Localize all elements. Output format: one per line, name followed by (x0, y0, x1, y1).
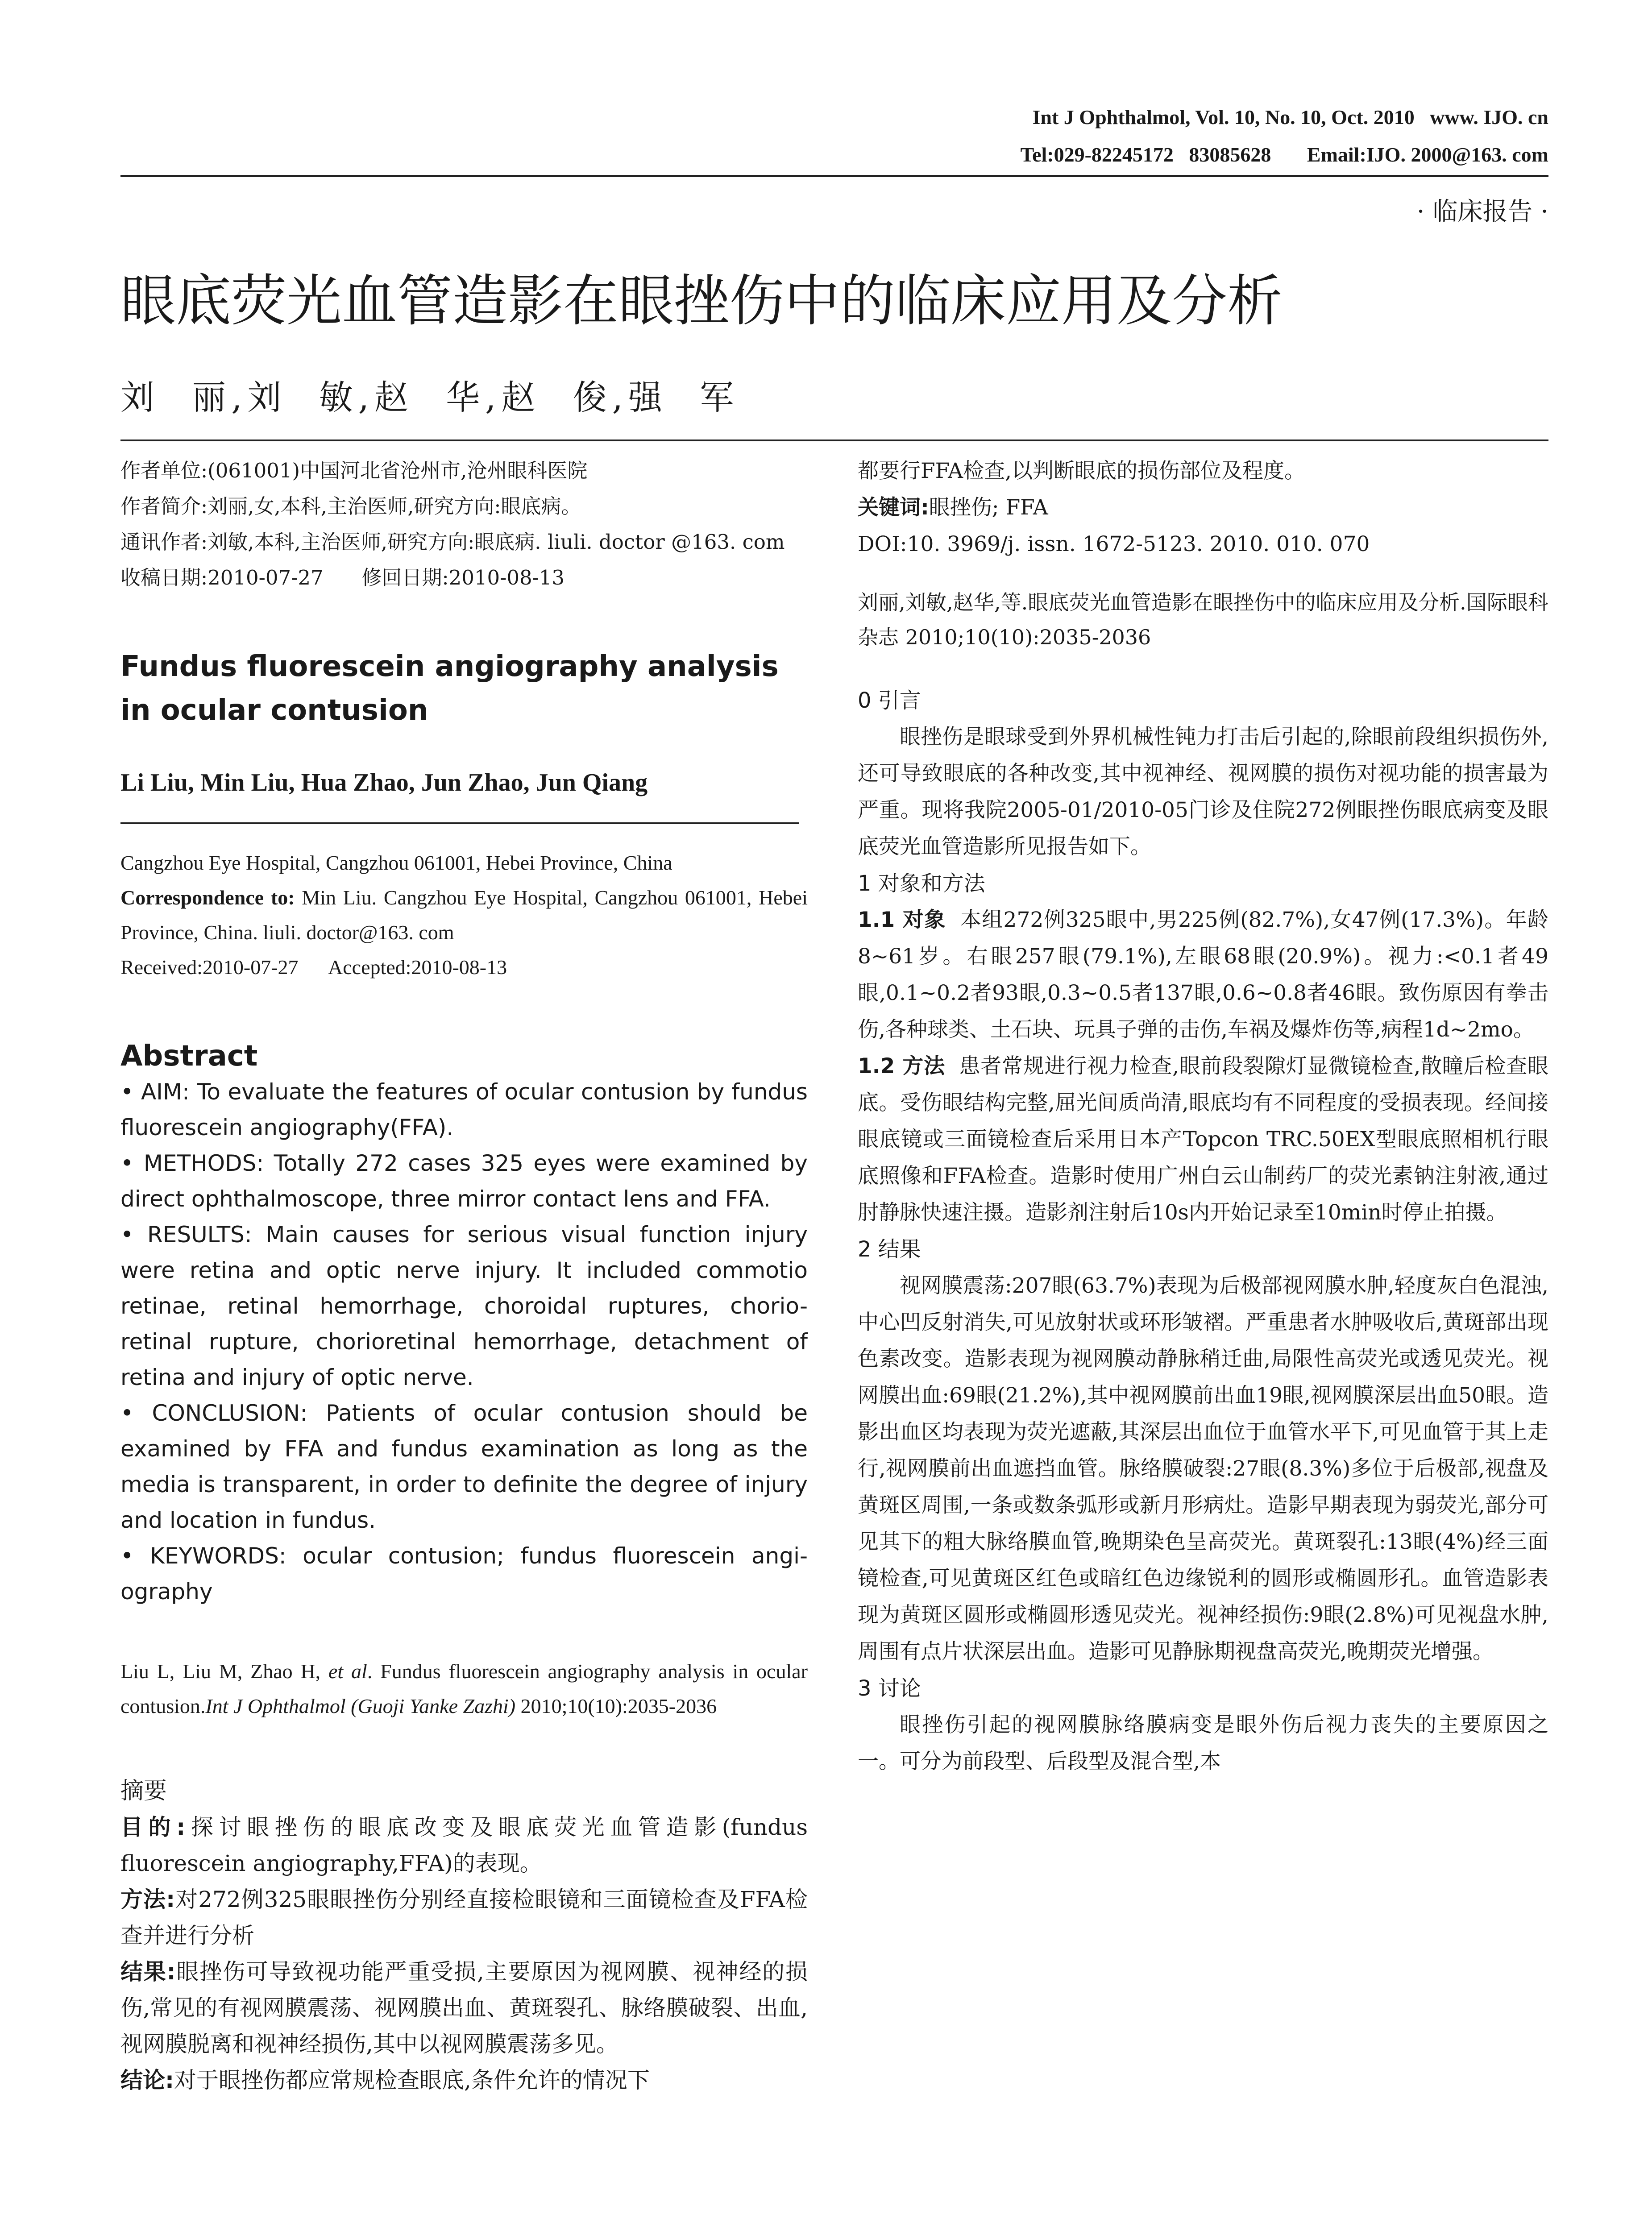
citation-en-journal: Int J Ophthalmol (Guoji Yanke Zazhi) (205, 1695, 516, 1717)
header-rule (120, 175, 1548, 177)
affil-en-dates: Received:2010-07-27 Accepted:2010-08-13 (120, 956, 507, 979)
affil-en-correspondence (120, 880, 808, 950)
citation-en-title: . Fundus fluorescein angiography analysis in ocular contusion. (120, 1660, 808, 1717)
title-rule (120, 440, 1548, 441)
right-column (858, 453, 1548, 1780)
section-2-heading: 2 结果 (858, 1237, 921, 1262)
abstract-conclusion: • CONCLUSION: Patients of ocular contusion should be examined by FFA and fundus examination as long as the media is transparent, in order to definite the degree of injury and location in fundus. (120, 1395, 808, 1538)
citation-en-authors: Liu L, Liu M, Zhao H, (120, 1660, 328, 1683)
abstract-cn-aim-text: 探讨眼挫伤的眼底改变及眼底荧光血管造影(fundus fluorescein angiography,FFA)的表现。 (120, 1814, 808, 1876)
abstract-results: • RESULTS: Main causes for serious visual function injury were retina and optic nerve injury. It included commotio retinae, retinal hemorrhage, choroidal ruptures, chorio-retinal rupture, chorioretinal hemorrhage, detachment of retina and injury of optic nerve. (120, 1217, 808, 1395)
affil-dates: 收稿日期:2010-07-27 修回日期:2010-08-13 (120, 566, 565, 589)
keywords-cn-label: 关键词: (858, 495, 929, 520)
affiliation-en (120, 846, 808, 985)
abstract-cn-conclusion-text: 对于眼挫伤都应常规检查眼底,条件允许的情况下 (174, 2067, 650, 2093)
authors-cn: 刘 丽,刘 敏,赵 华,赵 俊,强 军 (120, 377, 739, 417)
section-1-2 (858, 1048, 1548, 1231)
affil-correspondence: 通讯作者:刘敏,本科,主治医师,研究方向:眼底病. liuli. doctor @163. com (120, 530, 785, 554)
keywords-cn (858, 489, 1548, 526)
abstract-keywords: • KEYWORDS: ocular contusion; fundus fluorescein angi-ography (120, 1538, 808, 1609)
section-1-heading: 1 对象和方法 (858, 871, 985, 896)
section-1-1-label: 1.1 对象 (858, 908, 946, 932)
abstract-cn-heading: 摘要 (120, 1778, 167, 1804)
journal-header-line1: Int J Ophthalmol, Vol. 10, No. 10, Oct. 2010 www. IJO. cn (1032, 106, 1548, 129)
abstract-cn-methods-text: 对272例325眼眼挫伤分别经直接检眼镜和三面镜检查及FFA检查并进行分析 (120, 1887, 808, 1949)
authors-en: Li Liu, Min Liu, Hua Zhao, Jun Zhao, Jun Qiang (120, 769, 648, 796)
citation-cn: 刘丽,刘敏,赵华,等.眼底荧光血管造影在眼挫伤中的临床应用及分析.国际眼科杂志 2010;10(10):2035-2036 (858, 590, 1548, 649)
section-tag: · 临床报告 · (1416, 197, 1548, 226)
abstract-aim: • AIM: To evaluate the features of ocular contusion by fundus fluorescein angiography(FFA). (120, 1074, 808, 1145)
abstract-cn-conclusion-cont: 都要行FFA检查,以判断眼底的损伤部位及程度。 (858, 459, 1306, 483)
abstract-body (120, 1074, 808, 1609)
citation-en-etal: et al (328, 1660, 367, 1683)
abstract-cn-results-text: 眼挫伤可导致视功能严重受损,主要原因为视网膜、视神经的损伤,常见的有视网膜震荡、视网膜出血、黄斑裂孔、脉络膜破裂、出血,视网膜脱离和视神经损伤,其中以视网膜震荡多见。 (120, 1959, 808, 2057)
abstract-methods: • METHODS: Totally 272 cases 325 eyes were examined by direct ophthalmoscope, three mirror contact lens and FFA. (120, 1145, 808, 1217)
section-2-text: 视网膜震荡:207眼(63.7%)表现为后极部视网膜水肿,轻度灰白色混浊,中心凹反射消失,可见放射状或环形皱褶。严重患者水肿吸收后,黄斑部出现色素改变。造影表现为视网膜动静脉稍迁曲,局限性高荧光或透见荧光。视网膜出血:69眼(21.2%),其中视网膜前出血19眼,视网膜深层出血50眼。造影出血区均表现为荧光遮蔽,其深层出血位于血管水平下,可见血管于其上走行,视网膜前出血遮挡血管。脉络膜破裂:27眼(8.3%)多位于后极部,视盘及黄斑区周围,一条或数条弧形或新月形病灶。造影早期表现为弱荧光,部分可见其下的粗大脉络膜血管,晚期染色呈高荧光。黄斑裂孔:13眼(4%)经三面镜检查,可见黄斑区红色或暗红色边缘锐利的圆形或椭圆形孔。血管造影表现为黄斑区圆形或椭圆形透见荧光。视神经损伤:9眼(2.8%)可见视盘水肿,周围有点片状深层出血。造影可见静脉期视盘高荧光,晚期荧光增强。 (858, 1273, 1548, 1664)
section-3-heading: 3 讨论 (858, 1676, 921, 1701)
section-0-text: 眼挫伤是眼球受到外界机械性钝力打击后引起的,除眼前段组织损伤外,还可导致眼底的各种改变,其中视神经、视网膜的损伤对视功能的损害最为严重。现将我院2005-01/2010-05门诊及住院272例眼挫伤眼底病变及眼底荧光血管造影所见报告如下。 (858, 725, 1548, 859)
doi: DOI:10. 3969/j. issn. 1672-5123. 2010. 010. 070 (858, 532, 1370, 556)
left-column (120, 453, 808, 2098)
journal-header-line2: Tel:029-82245172 83085628 Email:IJO. 2000@163. com (1020, 143, 1548, 166)
affil-en-hospital: Cangzhou Eye Hospital, Cangzhou 061001, Hebei Province, China (120, 851, 672, 874)
corr-label: Correspondence to: (120, 886, 295, 909)
abstract-cn-aim-label: 目的: (120, 1814, 186, 1840)
section-3-text: 眼挫伤引起的视网膜脉络膜病变是眼外伤后视力丧失的主要原因之一。可分为前段型、后段型及混合型,本 (858, 1713, 1548, 1774)
title-en: Fundus fluorescein angiography analysis in ocular contusion (120, 650, 779, 727)
section-1-2-text: 患者常规进行视力检查,眼前段裂隙灯显微镜检查,散瞳后检查眼底。受伤眼结构完整,屈光间质尚清,眼底均有不同程度的受损表现。经间接眼底镜或三面镜检查后采用日本产Topcon TRC.50EX型眼底照相机行眼底照像和FFA检查。造影时使用广州白云山制药厂的荧光素钠注射液,通过肘静脉快速注摄。造影剂注射后10s内开始记录至10min时停止拍摄。 (858, 1054, 1548, 1225)
affil-bio: 作者简介:刘丽,女,本科,主治医师,研究方向:眼底病。 (120, 494, 581, 518)
section-1-1-text: 本组272例325眼中,男225例(82.7%),女47例(17.3%)。年龄8~61岁。右眼257眼(79.1%),左眼68眼(20.9%)。视力:<0.1者49眼,0.1~0.2者93眼,0.3~0.5者137眼,0.6~0.8者46眼。致伤原因有拳击伤,各种球类、土石块、玩具子弹的击伤,车祸及爆炸伤等,病程1d~2mo。 (858, 908, 1548, 1042)
authors-rule (120, 822, 799, 824)
citation-en (120, 1654, 808, 1724)
paper-title: 眼底荧光血管造影在眼挫伤中的临床应用及分析 (120, 269, 1283, 333)
abstract-cn-methods-label: 方法: (120, 1887, 175, 1912)
abstract-cn-results-label: 结果: (120, 1959, 176, 1985)
abstract-heading: Abstract (120, 1040, 258, 1073)
section-1-1 (858, 902, 1548, 1048)
affil-unit: 作者单位:(061001)中国河北省沧州市,沧州眼科医院 (120, 459, 588, 482)
affiliations-cn (120, 453, 808, 596)
abstract-cn-conclusion-label: 结论: (120, 2067, 174, 2093)
section-0-heading: 0 引言 (858, 688, 921, 713)
citation-en-issue: 2010;10(10):2035-2036 (515, 1695, 717, 1717)
abstract-cn-body (120, 1809, 808, 2098)
section-1-2-label: 1.2 方法 (858, 1054, 945, 1078)
abstract-cn-results (120, 1954, 808, 2062)
abstract-cn-aim (120, 1809, 808, 1882)
abstract-cn-conclusion (120, 2062, 808, 2098)
keywords-cn-text: 眼挫伤; FFA (929, 495, 1048, 520)
abstract-cn-methods (120, 1882, 808, 1954)
corr-text: Min Liu. Cangzhou Eye Hospital, Cangzhou 061001, Hebei Province, China. liuli. doctor@163. com (120, 886, 808, 944)
